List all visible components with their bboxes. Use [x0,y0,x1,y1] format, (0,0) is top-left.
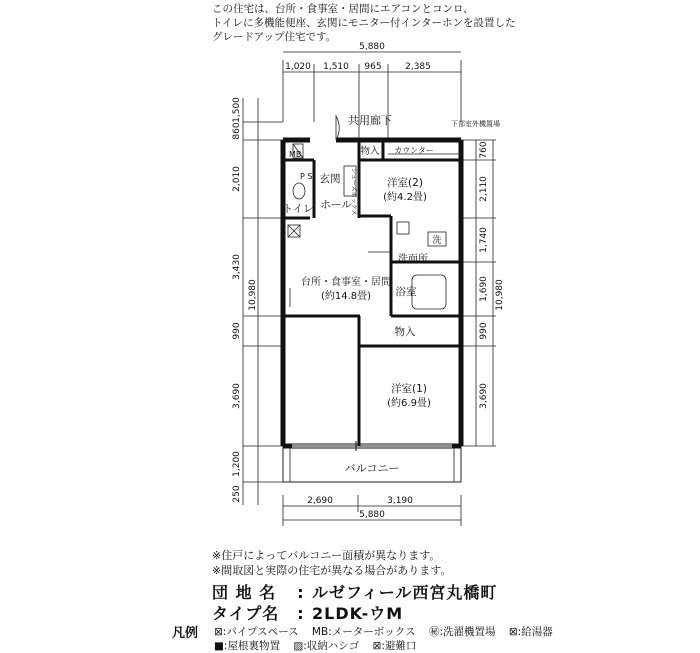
dim-bottom-part: 2,690 [307,496,333,506]
legend-item: ⊠:給湯器 [508,626,553,638]
interior-walls [283,142,461,446]
intro-line: この住宅は、台所・食事室・居間にエアコンとコンロ、 [212,3,474,15]
storage-top-label: 物入 [360,146,380,157]
dim-left-part: 3,430 [232,254,242,280]
balcony-label: バルコニー [344,462,400,475]
dim-bottom-part: 3,190 [387,496,413,506]
outdoor-unit-label: 下部室外機置場 [451,120,500,128]
ldk-size: (約14.8畳) [320,291,372,302]
shoe-box-label: シューズボックス [350,168,357,216]
dim-right-total: 10,980 [495,279,505,311]
legend-row-1 [214,624,563,639]
washer-label: 洗 [432,236,442,246]
legend-title: 凡例 [172,626,199,641]
dim-right-part: 1,740 [479,227,489,253]
dim-left-total: 10,980 [248,279,258,311]
room2-name: 洋室(2) [387,177,423,189]
dim-bottom-total: 5,880 [359,510,385,520]
legend-row-2 [214,638,426,653]
room1-size: (約6.9畳) [387,398,431,409]
dim-right-part: 3,690 [479,383,489,409]
outer-walls [283,140,461,446]
dim-right-part: 760 [479,141,489,159]
dim-top-part: 1,020 [285,62,311,72]
ldk-name: 台所・食事室・居間 [301,277,391,288]
dim-left-part: 250 [232,485,242,503]
type-name-label: タイプ名 [212,604,280,623]
dim-top-total: 5,880 [359,42,385,52]
dim-left-part: 990 [232,322,242,340]
washroom-label: 洗面所 [398,254,428,265]
entrance-label: 玄関 [319,173,341,185]
separator: : [297,604,305,623]
dim-top-part: 1,510 [323,62,349,72]
legend-item: ⊠:パイプスペース [214,626,299,638]
mb-label: MB [289,150,302,159]
intro-line: トイレに多機能便座、玄関にモニター付インターホンを設置した [212,17,516,29]
complex-name-value: ルゼフィール西宮丸橋町 [312,583,498,602]
dim-left-part: 1,200 [232,451,242,477]
complex-name-label: 団 地 名 [212,583,277,602]
dim-left-part: 2,010 [232,166,242,192]
dim-left-part: 860 [232,122,242,140]
corridor-label: 共用廊下 [348,114,392,127]
type-name-value: 2LDK-ウM [312,604,404,623]
ps-label: P S [300,172,313,181]
legend-item: ⊠:避難口 [372,640,417,652]
type-name-row [212,601,403,624]
legend-item: ㊙:洗濯機置場 [428,626,496,638]
dim-right-part: 990 [479,322,489,340]
room2-size: (約4.2畳) [383,192,427,203]
legend-item: ▨:収納ハシゴ [293,640,360,652]
note-line: ※住戸によってバルコニー面積が異なります。 [212,549,441,562]
dim-top-part: 965 [364,62,382,72]
storage-mid-label: 物入 [394,326,416,338]
note-line: ※間取図と実際の住宅が異なる場合があります。 [212,564,452,577]
intro-line: グレードアップ住宅です。 [212,31,337,43]
bath-label: 浴室 [395,286,417,298]
dim-right-part: 2,110 [479,176,489,202]
separator: : [297,583,305,602]
complex-name-row [212,580,497,603]
dim-left-part: 3,690 [232,383,242,409]
dim-top-part: 2,385 [405,62,431,72]
legend-item: ■:屋根裏物置 [214,640,280,652]
toilet-label: トイレ [282,203,314,215]
counter-label: カウンター [394,146,434,155]
notes [212,548,451,578]
hall-label: ホール [320,199,352,211]
dim-right-part: 1,690 [479,276,489,302]
legend-item: MB:メーターボックス [311,626,416,638]
dim-left-part: 1,500 [232,97,242,123]
room1-name: 洋室(1) [391,383,427,395]
